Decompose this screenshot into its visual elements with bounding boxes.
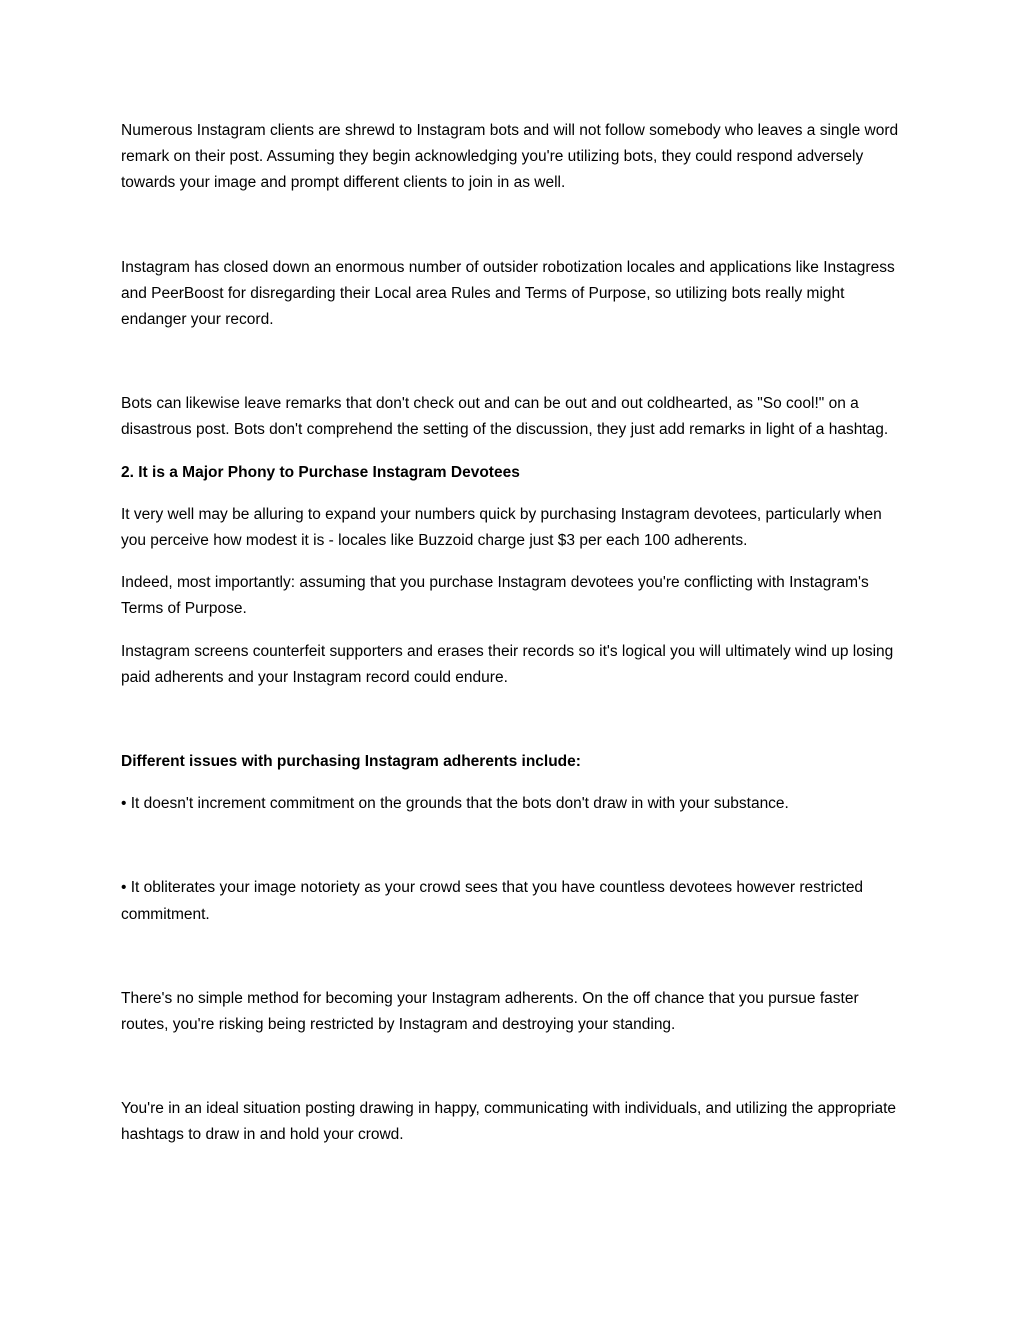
paragraph-instagram-bots-awareness: Numerous Instagram clients are shrewd to Instagram bots and will not follow somebody who leaves a single word remark on their post. Assuming they begin acknowledging you're utilizing bots, they could respond adversely towards your image and prompt different clients to join in as well.: [121, 122, 899, 192]
document-body: [121, 118, 903, 1149]
paragraph-buying-temptation: It very well may be alluring to expand your numbers quick by purchasing Instagram devotees, particularly when you perceive how modest it is - locales like Buzzoid charge just $3 per each 100 adherents.: [121, 505, 882, 550]
paragraph-fake-followers-removed: Instagram screens counterfeit supporters and erases their records so it's logical you will ultimately wind up losing paid adherents and your Instagram record could endure.: [121, 642, 894, 686]
bullet-brand-reputation: • It obliterates your image notoriety as your crowd sees that you have countless devotees however restricted commitment.: [121, 879, 864, 923]
paragraph-terms-violation: Indeed, most importantly: assuming that you purchase Instagram devotees you're conflicting with Instagram's Terms of Purpose.: [121, 574, 869, 618]
paragraph-automation-shutdown: Instagram has closed down an enormous number of outsider robotization locales and applications like Instagress and PeerBoost for disregarding their Local area Rules and Terms of Purpose, so utilizing bots really might endanger your record.: [121, 258, 895, 329]
subheading-other-issues: Different issues with purchasing Instagram adherents include:: [121, 753, 581, 771]
section-heading-buying-followers: 2. It is a Major Phony to Purchase Instagram Devotees: [121, 463, 520, 481]
paragraph-bot-remarks: Bots can likewise leave remarks that don't check out and can be out and out coldhearted, as "So cool!" on a disastrous post. Bots don't comprehend the setting of the discussion, they just add remarks in light of a hashtag.: [121, 395, 889, 439]
paragraph-better-approach: You're in an ideal situation posting drawing in happy, communicating with individuals, and utilizing the appropriate hashtags to draw in and hold your crowd.: [121, 1100, 896, 1144]
paragraph-no-shortcut: There's no simple method for becoming your Instagram adherents. On the off chance that you pursue faster routes, you're risking being restricted by Instagram and destroying your standing.: [121, 989, 859, 1034]
bullet-no-engagement: • It doesn't increment commitment on the grounds that the bots don't draw in with your substance.: [121, 795, 789, 813]
